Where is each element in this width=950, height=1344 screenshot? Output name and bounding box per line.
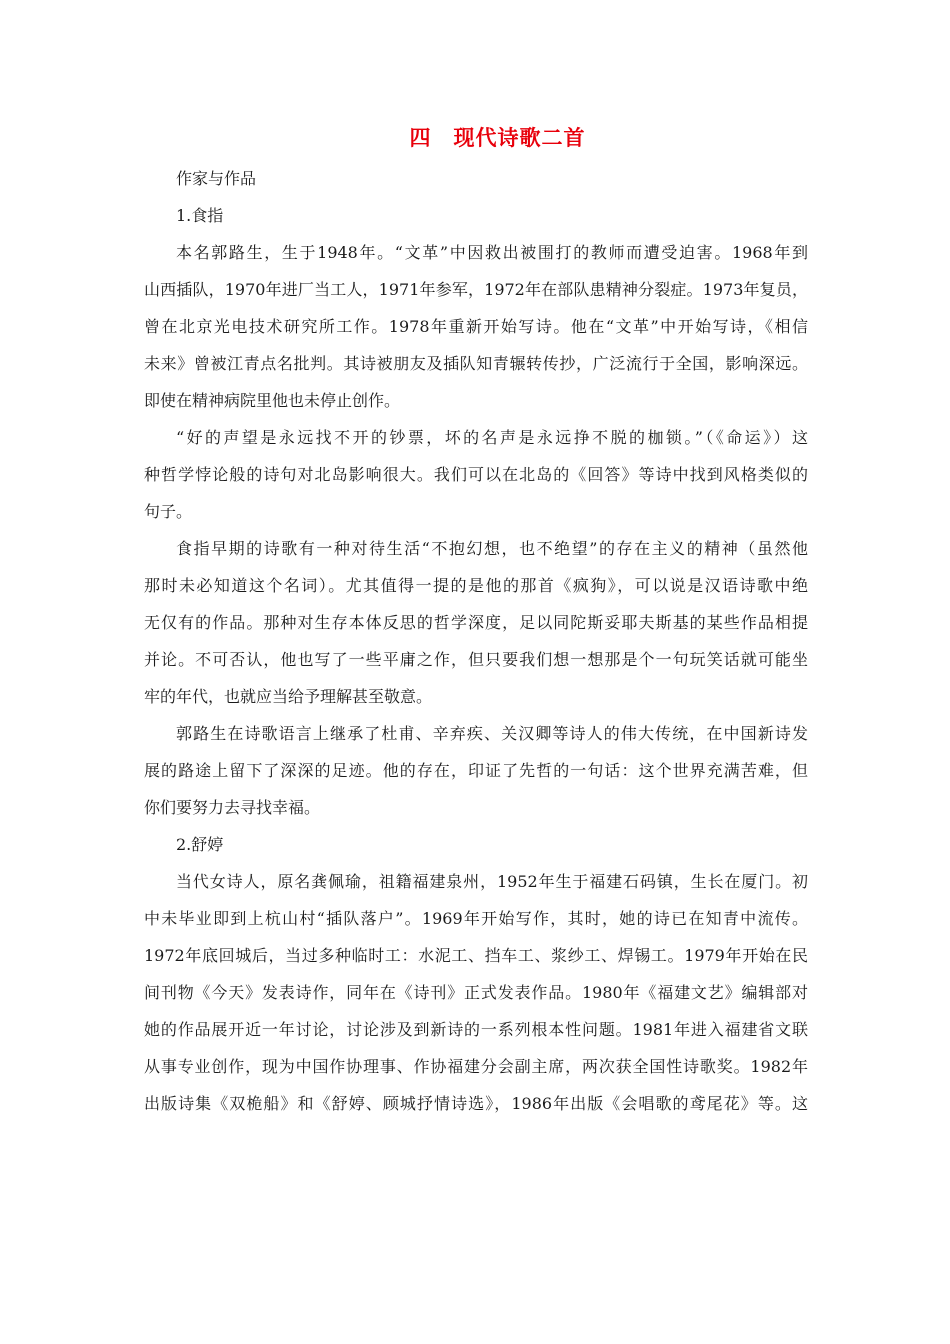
text-line: 无仅有的作品。那种对生存本体反思的哲学深度，足以同陀斯妥耶夫斯基的某些作品相提: [144, 613, 808, 632]
text-line: 食指早期的诗歌有一种对待生活“不抱幻想，也不绝望”的存在主义的精神（虽然他: [176, 539, 808, 558]
text-line: 她的作品展开近一年讨论，讨论涉及到新诗的一系列根本性问题。1981年进入福建省文联: [144, 1020, 808, 1039]
text-line: 2.舒婷: [176, 835, 224, 854]
text-line: 间刊物《今天》发表诗作，同年在《诗刊》正式发表作品。1980年《福建文艺》编辑部对: [144, 983, 808, 1002]
text-line: 从事专业创作，现为中国作协理事、作协福建分会副主席，两次获全国性诗歌奖。1982年: [144, 1057, 808, 1076]
text-line: 中未毕业即到上杭山村“插队落户”。1969年开始写作，其时，她的诗已在知青中流传。: [144, 909, 808, 928]
text-line: 本名郭路生，生于1948年。“文革”中因救出被围打的教师而遭受迫害。1968年到: [176, 243, 808, 262]
text-line: 未来》曾被江青点名批判。其诗被朋友及插队知青辗转传抄，广泛流行于全国，影响深远。: [144, 354, 808, 373]
text-line: 曾在北京光电技术研究所工作。1978年重新开始写诗。他在“文革”中开始写诗，《相信: [144, 317, 808, 336]
text-line: 即使在精神病院里他也未停止创作。: [144, 391, 401, 410]
text-line: 牢的年代，也就应当给予理解甚至敬意。: [144, 687, 433, 706]
text-line: “好的声望是永远找不开的钞票，坏的名声是永远挣不脱的枷锁。”（《命运》）这: [176, 428, 808, 447]
text-line: 你们要努力去寻找幸福。: [144, 798, 321, 817]
text-line: 那时未必知道这个名词）。尤其值得一提的是他的那首《疯狗》，可以说是汉语诗歌中绝: [144, 576, 808, 595]
text-line: 出版诗集《双桅船》和《舒婷、顾城抒情诗选》，1986年出版《会唱歌的鸢尾花》等。这: [144, 1094, 808, 1113]
text-line: 当代女诗人，原名龚佩瑜，祖籍福建泉州，1952年生于福建石码镇，生长在厦门。初: [176, 872, 808, 891]
document-body: [144, 160, 808, 1122]
text-line: 1.食指: [176, 206, 224, 225]
text-line: 作家与作品: [176, 169, 257, 188]
text-line: 郭路生在诗歌语言上继承了杜甫、辛弃疾、关汉卿等诗人的伟大传统，在中国新诗发: [176, 724, 808, 743]
text-line: 并论。不可否认，他也写了一些平庸之作，但只要我们想一想那是个一句玩笑话就可能坐: [144, 650, 808, 669]
text-line: 展的路途上留下了深深的足迹。他的存在，印证了先哲的一句话：这个世界充满苦难，但: [144, 761, 808, 780]
text-line: 种哲学悖论般的诗句对北岛影响很大。我们可以在北岛的《回答》等诗中找到风格类似的: [144, 465, 808, 484]
text-line: 山西插队，1970年进厂当工人，1971年参军，1972年在部队患精神分裂症。1973年复员，: [144, 280, 808, 299]
document-title: 四 现代诗歌二首: [409, 126, 586, 150]
text-line: 句子。: [144, 502, 193, 521]
text-line: 1972年底回城后，当过多种临时工：水泥工、挡车工、浆纱工、焊锡工。1979年开始在民: [144, 946, 808, 965]
